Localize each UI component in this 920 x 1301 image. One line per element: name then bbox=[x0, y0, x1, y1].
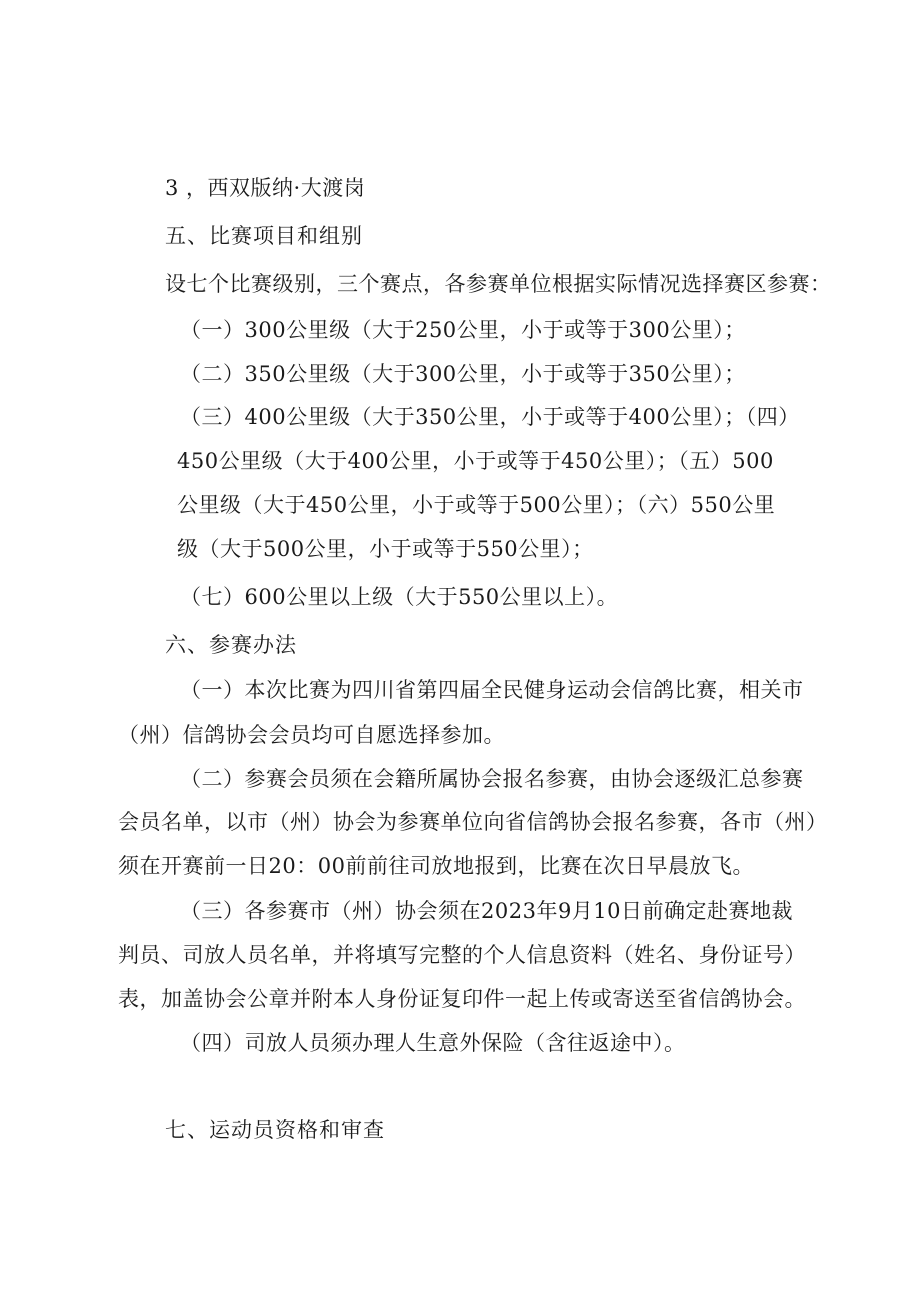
level-item-7: （七）600公里以上级（大于550公里以上）。 bbox=[180, 585, 619, 609]
level-item-2: （二）350公里级（大于300公里，小于或等于350公里）； bbox=[180, 362, 746, 386]
method-item-3-cont-1: 判员、司放人员名单，并将填写完整的个人信息资料（姓名、身份证号） bbox=[118, 943, 806, 967]
level-item-1: （一）300公里级（大于250公里，小于或等于300公里）； bbox=[180, 318, 746, 342]
level-item-5: 公里级（大于450公里，小于或等于500公里）；（六）550公里 bbox=[177, 493, 776, 517]
method-item-3-cont-2: 表，加盖协会公章并附本人身份证复印件一起上传或寄送至省信鸽协会。 bbox=[118, 987, 806, 1011]
section-heading-5: 五、比赛项目和组别 bbox=[165, 224, 363, 248]
section-heading-7: 七、运动员资格和审查 bbox=[165, 1118, 385, 1142]
venue-item-3: 3 ，西双版纳·大渡岗 bbox=[165, 176, 366, 200]
level-item-3: （三）400公里级（大于350公里，小于或等于400公里）；（四） bbox=[180, 405, 800, 429]
method-item-2: （二）参赛会员须在会籍所属协会报名参赛，由协会逐级汇总参赛 bbox=[180, 767, 804, 791]
method-item-4: （四）司放人员须办理人生意外保险（含往返途中）。 bbox=[180, 1031, 686, 1055]
method-item-2-cont-1: 会员名单，以市（州）协会为参赛单位向省信鸽协会报名参赛，各市（州） bbox=[118, 810, 828, 834]
section-heading-6: 六、参赛办法 bbox=[165, 633, 297, 657]
method-item-1: （一）本次比赛为四川省第四届全民健身运动会信鸽比赛，相关市 bbox=[180, 678, 804, 702]
method-item-2-cont-2: 须在开赛前一日20：00前前往司放地报到，比赛在次日早晨放飞。 bbox=[118, 854, 754, 878]
method-item-3: （三）各参赛市（州）协会须在2023年9月10日前确定赴赛地裁 bbox=[180, 899, 794, 923]
level-item-6: 级（大于500公里，小于或等于550公里）； bbox=[177, 537, 594, 561]
method-item-1-cont: （州）信鸽协会会员均可自愿选择参加。 bbox=[118, 723, 505, 747]
paragraph-levels-intro: 设七个比赛级别，三个赛点，各参赛单位根据实际情况选择赛区参赛： bbox=[165, 272, 832, 296]
level-item-4: 450公里级（大于400公里，小于或等于450公里）；（五）500 bbox=[177, 449, 774, 473]
